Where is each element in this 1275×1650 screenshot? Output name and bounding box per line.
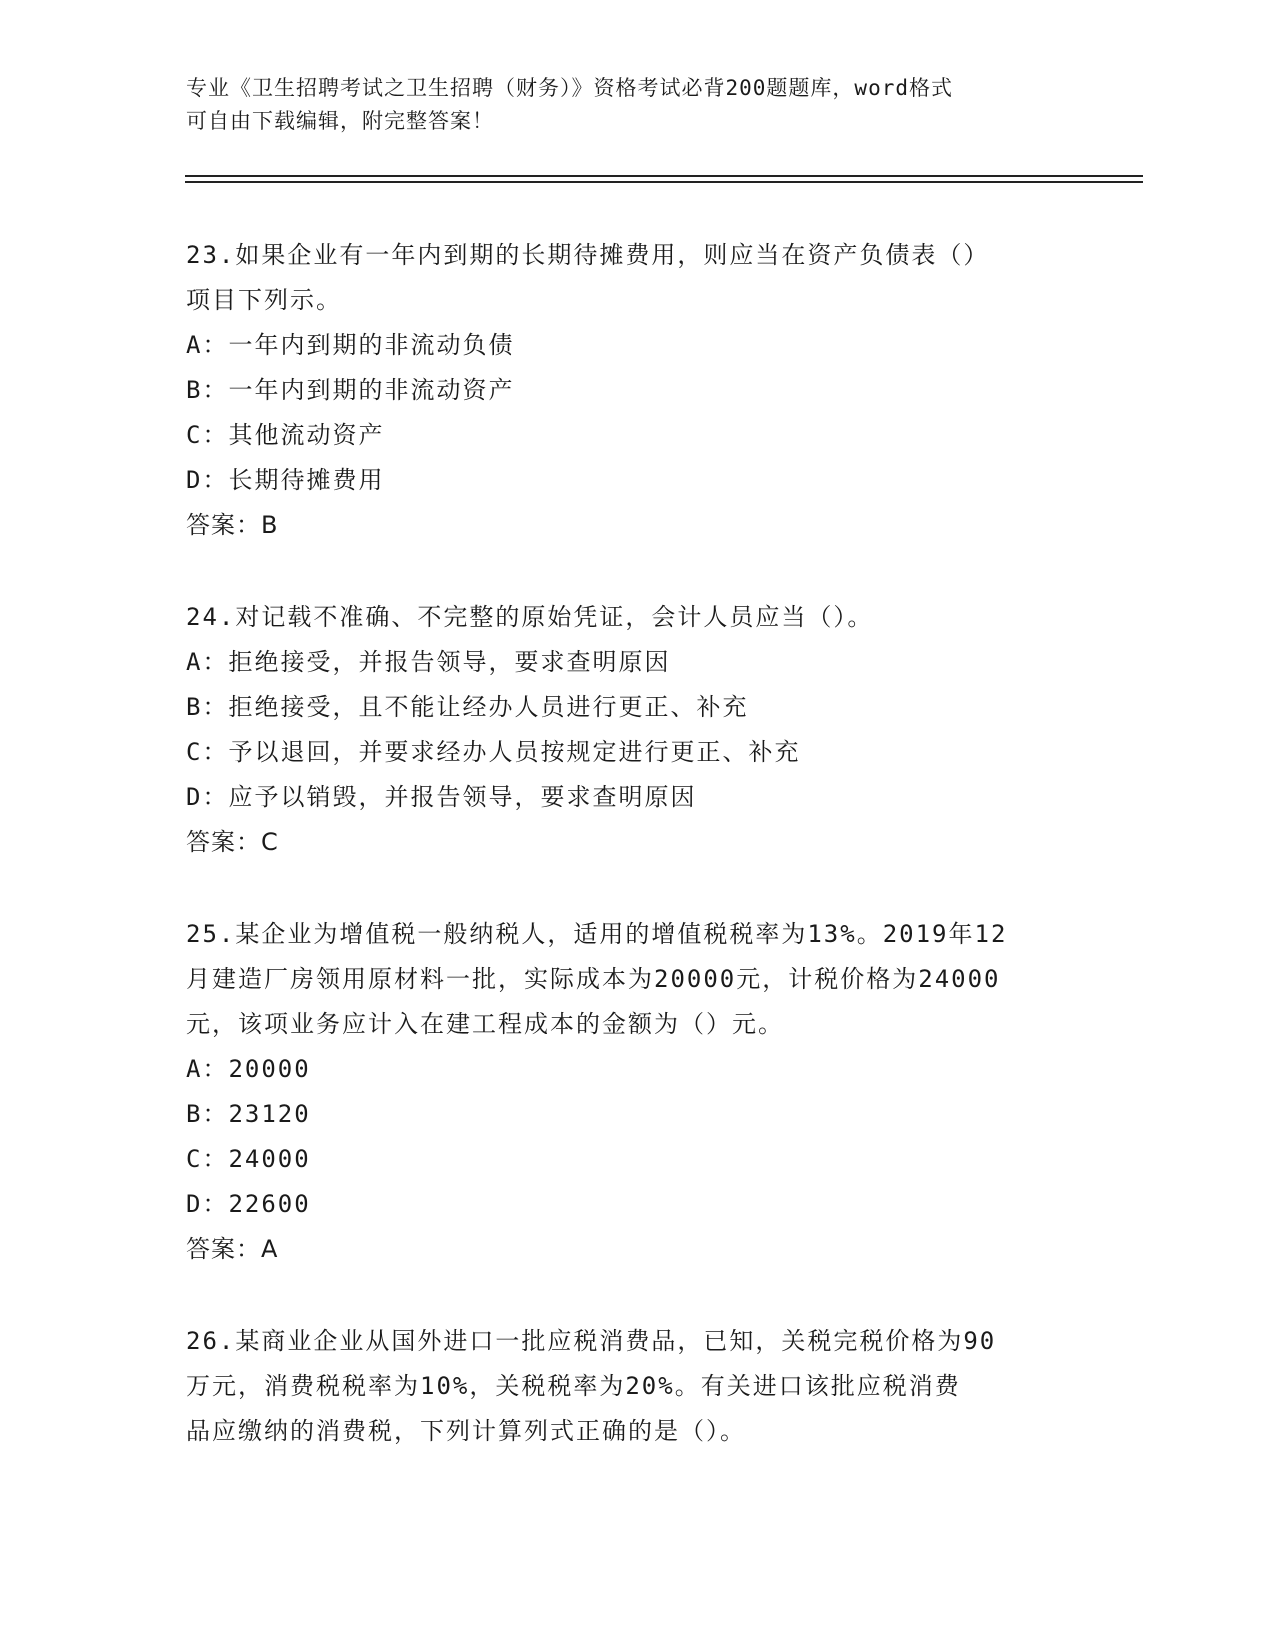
question-list <box>186 233 1086 1501</box>
option-a: A：20000 <box>186 1055 311 1083</box>
answer-line: 答案：B <box>186 511 279 539</box>
header-line-1: 专业《卫生招聘考试之卫生招聘（财务）》资格考试必背200题题库，word格式 <box>186 76 953 100</box>
header-divider-bottom <box>185 181 1143 183</box>
question-26 <box>186 1319 1086 1454</box>
question-25 <box>186 912 1086 1272</box>
option-d: D：长期待摊费用 <box>186 466 385 494</box>
document-header <box>186 72 1066 138</box>
question-stem-line: 品应缴纳的消费税，下列计算列式正确的是（）。 <box>186 1417 746 1445</box>
question-stem-line: 25.某企业为增值税一般纳税人，适用的增值税税率为13%。2019年12 <box>186 920 1008 948</box>
option-c: C：予以退回，并要求经办人员按规定进行更正、补充 <box>186 738 801 766</box>
question-stem-line: 元，该项业务应计入在建工程成本的金额为（）元。 <box>186 1010 784 1038</box>
answer-line: 答案：C <box>186 828 279 856</box>
question-24 <box>186 595 1086 865</box>
option-a: A：一年内到期的非流动负债 <box>186 331 515 359</box>
option-b: B：一年内到期的非流动资产 <box>186 376 515 404</box>
question-stem-line: 24.对记载不准确、不完整的原始凭证，会计人员应当（）。 <box>186 603 874 631</box>
option-c: C：其他流动资产 <box>186 421 385 449</box>
question-stem-line: 26.某商业企业从国外进口一批应税消费品，已知，关税完税价格为90 <box>186 1327 997 1355</box>
option-b: B：拒绝接受，且不能让经办人员进行更正、补充 <box>186 693 749 721</box>
option-a: A：拒绝接受，并报告领导，要求查明原因 <box>186 648 671 676</box>
header-divider-top <box>185 175 1143 177</box>
question-stem-line: 月建造厂房领用原材料一批，实际成本为20000元，计税价格为24000 <box>186 965 1001 993</box>
header-line-2: 可自由下载编辑，附完整答案！ <box>186 109 494 133</box>
option-d: D：22600 <box>186 1190 311 1218</box>
option-b: B：23120 <box>186 1100 311 1128</box>
question-stem-line: 万元，消费税税率为10%，关税税率为20%。有关进口该批应税消费 <box>186 1372 961 1400</box>
answer-line: 答案：A <box>186 1235 279 1263</box>
option-d: D：应予以销毁，并报告领导，要求查明原因 <box>186 783 697 811</box>
question-23 <box>186 233 1086 548</box>
question-stem-line: 项目下列示。 <box>186 286 342 314</box>
question-stem-line: 23.如果企业有一年内到期的长期待摊费用，则应当在资产负债表（） <box>186 241 990 269</box>
option-c: C：24000 <box>186 1145 311 1173</box>
